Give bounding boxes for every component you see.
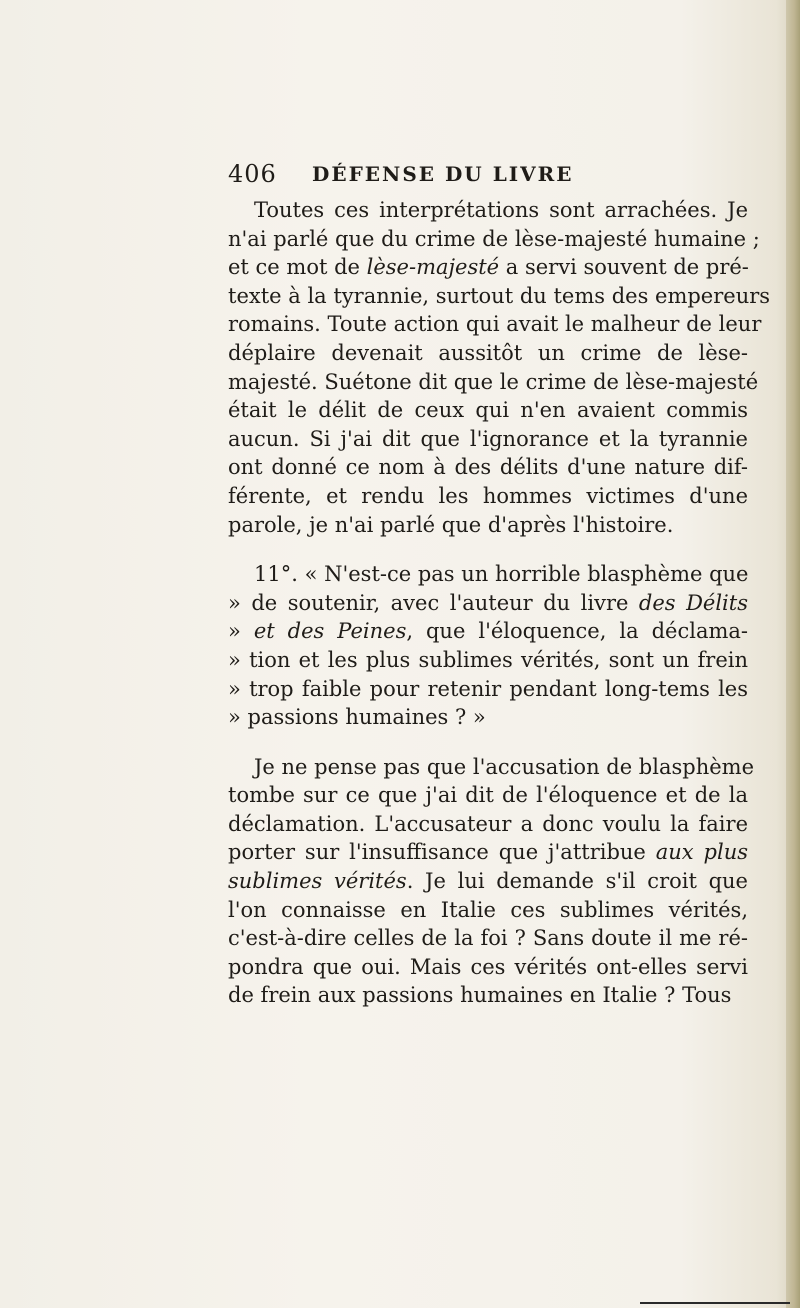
page-number: 406 — [228, 160, 277, 188]
text-line: » passions humaines ? » — [228, 703, 748, 732]
text-line — [228, 838, 748, 867]
text-line: était le délit de ceux qui n'en avaient commis — [228, 398, 748, 423]
italic-phrase: sublimes vérités — [228, 869, 407, 894]
text-line — [228, 617, 748, 646]
text-fragment: . Je lui demande s'il croit que — [406, 869, 748, 894]
text-fragment: , que l'éloquence, la déclama- — [406, 619, 748, 644]
text-line: pondra que oui. Mais ces vérités ont-elles servi — [228, 954, 748, 979]
italic-title: des Délits — [638, 590, 748, 615]
text-line: » trop faible pour retenir pendant long-tems les — [228, 675, 748, 704]
text-fragment: et ce mot de — [228, 255, 367, 280]
italic-title: et des Peines — [253, 619, 407, 644]
italic-term: lèse-majesté — [366, 255, 500, 280]
bottom-edge-shadow — [640, 1302, 790, 1304]
book-spine-edge — [786, 0, 800, 1308]
text-line: » tion et les plus sublimes vérités, sont un frein — [228, 646, 748, 675]
text-fragment: de soutenir, avec l'auteur du livre — [251, 590, 639, 615]
italic-phrase: aux plus — [655, 840, 748, 865]
body-text — [228, 196, 771, 1010]
text-line — [228, 589, 748, 618]
text-line: majesté. Suétone dit que le crime de lèse-majesté — [228, 369, 759, 394]
text-line: déclamation. L'accusateur a donc voulu la faire — [228, 811, 748, 836]
text-line: Je ne pense pas que l'accusation de blasphème — [254, 754, 755, 779]
text-line: ont donné ce nom à des délits d'une nature dif- — [228, 455, 748, 480]
paragraph-gap — [228, 732, 748, 753]
text-line — [228, 867, 748, 896]
text-line: férente, et rendu les hommes victimes d'une — [228, 483, 748, 508]
text-fragment: porter sur l'insuffisance que j'attribue — [228, 840, 656, 865]
text-line: parole, je n'ai parlé que d'après l'histoire. — [228, 512, 674, 537]
text-line: déplaire devenait aussitôt un crime de lèse- — [228, 340, 748, 365]
text-line: 11°. « N'est-ce pas un horrible blasphème que — [254, 562, 749, 587]
text-line: romains. Toute action qui avait le malheur de leur — [228, 312, 762, 337]
text-line: c'est-à-dire celles de la foi ? Sans doute il me ré- — [228, 926, 748, 951]
paragraph-1 — [228, 196, 771, 539]
text-line: tombe sur ce que j'ai dit de l'éloquence et de la — [228, 783, 748, 808]
text-line: de frein aux passions humaines en Italie ? Tous — [228, 983, 732, 1008]
text-line: aucun. Si j'ai dit que l'ignorance et la tyrannie — [228, 426, 748, 451]
text-line — [228, 253, 748, 282]
text-line: l'on connaisse en Italie ces sublimes vérités, — [228, 897, 748, 922]
running-title: DÉFENSE DU LIVRE — [312, 162, 574, 186]
text-line: n'ai parlé que du crime de lèse-majesté humaine ; — [228, 226, 760, 251]
text-fragment: a servi souvent de pré- — [499, 255, 749, 280]
page-header — [228, 160, 748, 194]
text-line: Toutes ces interprétations sont arrachées. Je — [254, 198, 748, 222]
paragraph-3 — [228, 753, 755, 1010]
paragraph-gap — [228, 539, 748, 560]
text-line: texte à la tyrannie, surtout du tems des empereurs — [228, 283, 771, 308]
paragraph-2-quotation — [228, 560, 748, 732]
